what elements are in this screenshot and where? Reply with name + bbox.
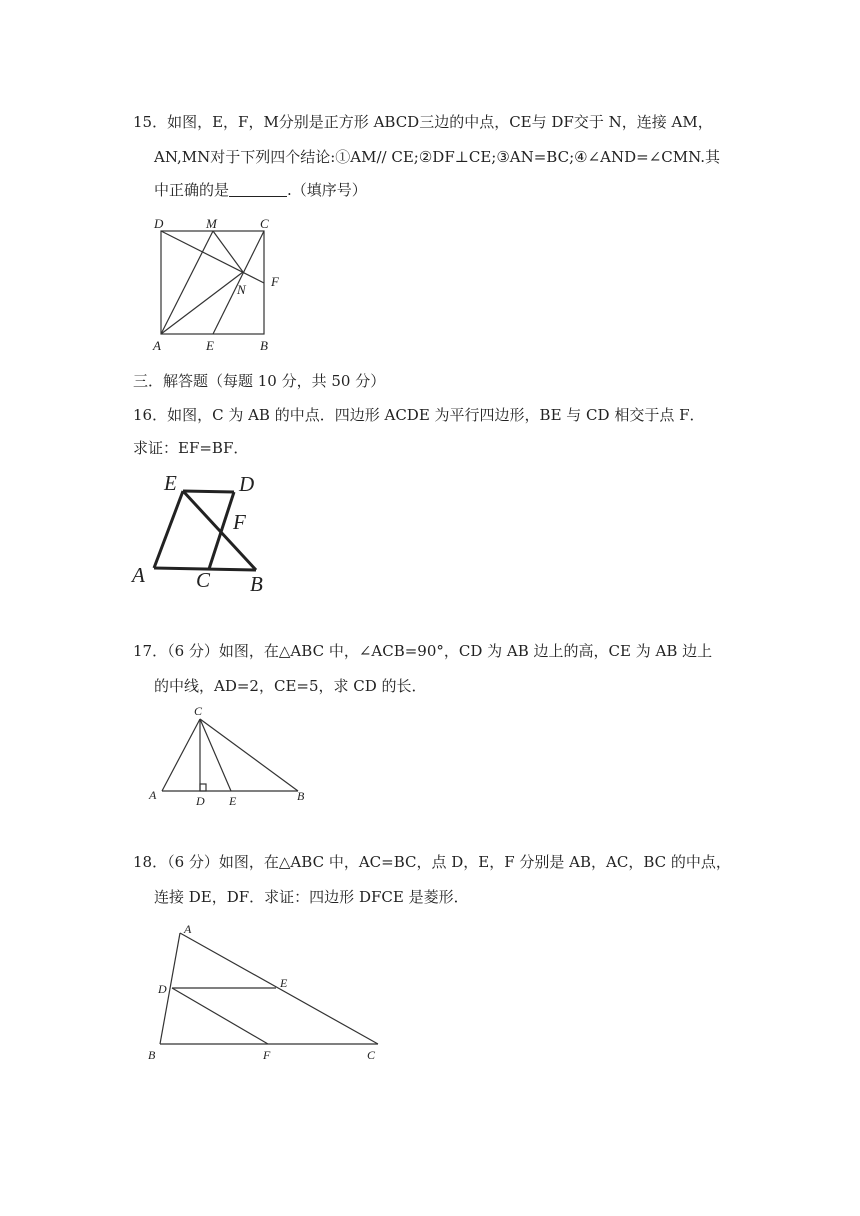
label-e: E: [280, 976, 288, 990]
label-c: C: [194, 704, 203, 718]
q17-line2: 的中线，AD=2，CE=5，求 CD 的长．: [154, 677, 427, 695]
label-f: F: [263, 1048, 271, 1062]
segment-df: [172, 988, 268, 1044]
label-b: B: [148, 1048, 156, 1062]
label-c: C: [367, 1048, 376, 1062]
label-e: E: [206, 338, 214, 353]
q15-line3-suffix: .（填序号）: [287, 181, 367, 199]
label-e: E: [164, 471, 177, 495]
label-d: D: [196, 794, 205, 808]
label-c: C: [196, 568, 211, 592]
label-n: N: [237, 282, 246, 297]
label-b: B: [297, 789, 305, 803]
label-e: E: [229, 794, 237, 808]
q15-line2: AN,MN对于下列四个结论:①AM// CE;②DF⊥CE;③AN=BC;④∠AND=∠CMN.其: [154, 148, 721, 166]
label-a: A: [149, 788, 157, 802]
q15-line3-text: 中正确的是: [154, 181, 230, 199]
q18-line2: 连接 DE，DF．求证：四边形 DFCE 是菱形．: [154, 888, 469, 906]
label-c: C: [260, 216, 269, 231]
q16-line1: 16．如图，C 为 AB 的中点．四边形 ACDE 为平行四边形，BE 与 CD 相交于点 F．: [133, 406, 705, 424]
q17-line1: 17．（6 分）如图，在△ABC 中，∠ACB=90°，CD 为 AB 边上的高，CE 为 AB 边上: [133, 642, 713, 660]
label-f: F: [233, 510, 246, 534]
label-f: F: [271, 274, 279, 289]
section-title: 三．解答题（每题 10 分，共 50 分）: [133, 372, 386, 390]
label-a: A: [132, 563, 145, 587]
label-b: B: [250, 572, 263, 596]
label-a: A: [184, 922, 192, 936]
q16-line2: 求证：EF=BF．: [133, 439, 249, 457]
label-d: D: [158, 982, 167, 996]
label-a: A: [153, 338, 161, 353]
label-b: B: [260, 338, 268, 353]
q15-line1: 15．如图，E，F，M分别是正方形 ABCD三边的中点，CE与 DF交于 N，连接 AM，: [133, 113, 713, 131]
q18-line1: 18．（6 分）如图，在△ABC 中，AC=BC，点 D，E，F 分别是 AB，AC，BC 的中点，: [133, 853, 731, 871]
label-d: D: [239, 472, 255, 496]
label-m: M: [206, 216, 217, 231]
label-d: D: [154, 216, 164, 231]
